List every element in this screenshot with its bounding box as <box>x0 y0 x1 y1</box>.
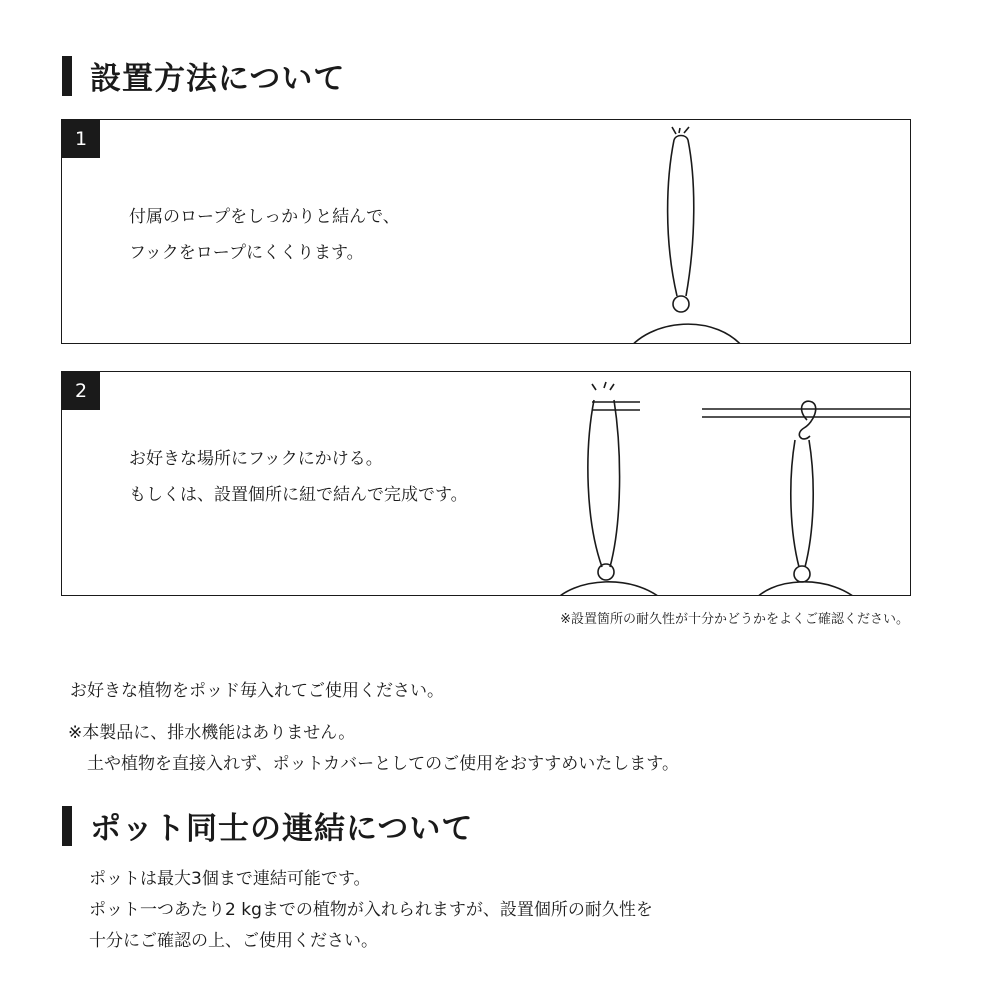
usage-note <box>68 718 679 780</box>
step-1-text <box>129 199 400 271</box>
step-1-line-1: 付属のロープをしっかりと結んで、 <box>129 207 400 227</box>
step-1-number: 1 <box>62 120 100 158</box>
connect-text <box>89 864 653 957</box>
heading-install: 設置方法について <box>90 61 346 97</box>
section-heading-connect <box>62 803 473 848</box>
step-2-box <box>61 371 911 596</box>
heading-bar <box>62 56 72 96</box>
connect-line-3: 十分にご確認の上、ご使用ください。 <box>89 931 378 951</box>
step-1-box <box>61 119 911 344</box>
durability-note: ※設置箇所の耐久性が十分かどうかをよくご確認ください。 <box>560 612 909 627</box>
connect-line-2: ポット一つあたり2 kgまでの植物が入れられますが、設置個所の耐久性を <box>89 900 653 920</box>
step-1-line-2: フックをロープにくくります。 <box>129 243 364 263</box>
step-2-line-2: もしくは、設置個所に紐で結んで完成です。 <box>129 485 468 505</box>
usage-note-line-1: ※本製品に、排水機能はありません。 <box>68 723 356 743</box>
connect-line-1: ポットは最大3個まで連結可能です。 <box>89 869 371 889</box>
usage-line: お好きな植物をポッド毎入れてご使用ください。 <box>70 681 444 701</box>
heading-bar <box>62 806 72 846</box>
usage-note-line-2: 土や植物を直接入れず、ポットカバーとしてのご使用をおすすめいたします。 <box>87 754 679 774</box>
step-2-line-1: お好きな場所にフックにかける。 <box>129 449 383 469</box>
section-heading-install <box>62 53 345 98</box>
step-2-number: 2 <box>62 372 100 410</box>
heading-connect: ポット同士の連結について <box>90 811 474 847</box>
step-2-text <box>129 441 468 513</box>
